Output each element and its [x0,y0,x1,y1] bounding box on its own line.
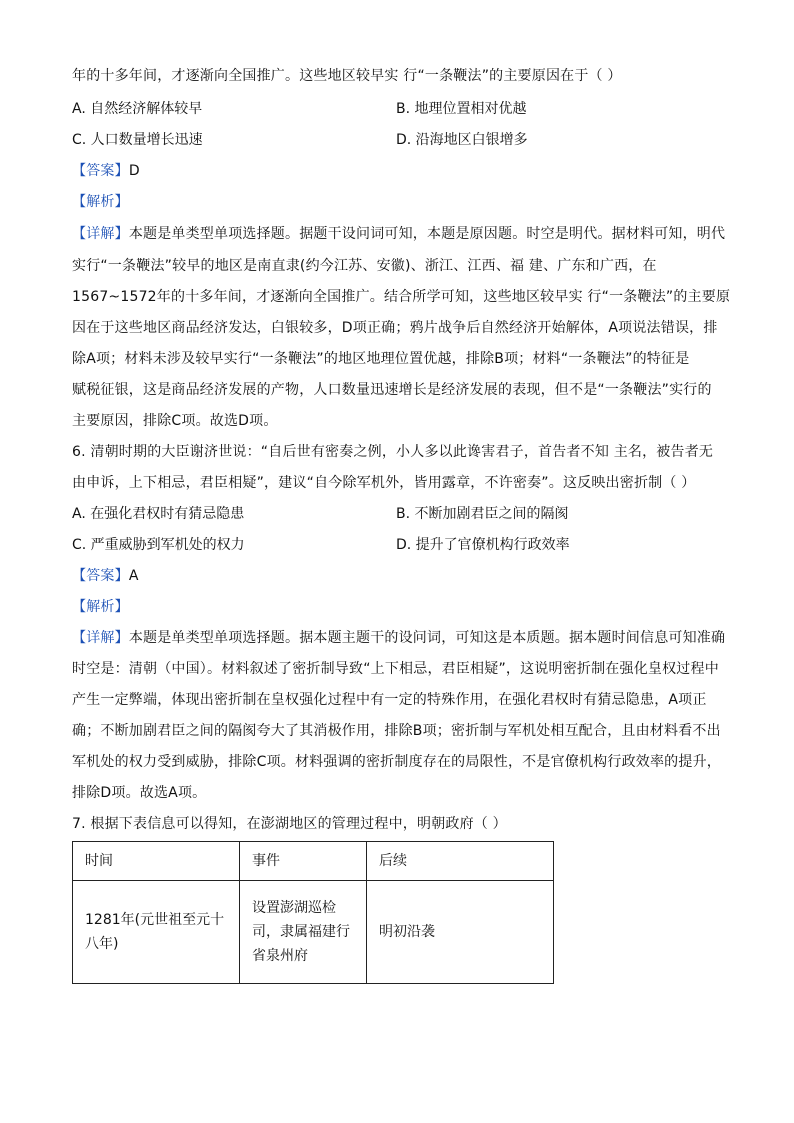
q5-detail-line-6: 赋税征银，这是商品经济发展的产物，人口数量迅速增长是经济发展的表现，但不是“一条鞭法”实行的 [72,382,712,398]
q6-analysis-heading [72,597,732,617]
q5-detail-line-5: 除A项；材料未涉及较早实行“一条鞭法”的地区地理位置优越，排除B项；材料“一条鞭法”的特征是 [72,351,690,367]
table-header-cell: 时间 [73,842,240,881]
answer-tag: 【答案】 [72,163,129,179]
q6-option-c: C. 严重威胁到军机处的权力 [72,537,245,553]
q5-detail-line-7: 主要原因，排除C项。故选D项。 [72,413,278,429]
table-cell-event: 设置澎湖巡检司，隶属福建行省泉州府 [240,881,367,984]
detail-tag: 【详解】 [72,630,129,646]
q6-option-b: B. 不断加剧君臣之间的隔阂 [396,506,569,522]
q6-answer [72,566,732,586]
q5-detail-line-4: 因在于这些地区商品经济发达，白银较多，D项正确；鸦片战争后自然经济开始解体，A项说法错误，排 [72,320,718,336]
table-header-cell: 事件 [240,842,367,881]
q6-detail-line-2: 时空是：清朝（中国）。材料叙述了密折制导致“上下相忌，君臣相疑”，这说明密折制在强化皇权过程中 [72,661,719,677]
detail-text: 本题是单类型单项选择题。据题干设问词可知，本题是原因题。时空是明代。据材料可知，明代 [128,226,726,242]
q5-option-d: D. 沿海地区白银增多 [396,132,528,148]
analysis-tag: 【解析】 [72,599,129,615]
table-header-row [73,842,554,881]
answer-tag: 【答案】 [72,568,129,584]
table-header-cell: 后续 [367,842,554,881]
q6-detail-line-5: 军机处的权力受到威胁，排除C项。材料强调的密折制度存在的局限性，不是官僚机构行政效率的提升， [72,754,721,770]
q6-detail-line-3: 产生一定弊端，体现出密折制在皇权强化过程中有一定的特殊作用，在强化君权时有猜忌隐患，A项正 [72,692,707,708]
q5-option-a: A. 自然经济解体较早 [72,101,203,117]
q5-option-b: B. 地理位置相对优越 [396,101,527,117]
q5-answer [72,161,732,181]
q5-option-c: C. 人口数量增长迅速 [72,132,203,148]
q7-stem: 7. 根据下表信息可以得知，在澎湖地区的管理过程中，明朝政府（ ） [72,816,507,832]
q5-analysis-heading [72,192,732,212]
analysis-tag: 【解析】 [72,194,129,210]
table-row [73,881,554,984]
q5-detail-line-2: 实行“一条鞭法”较早的地区是南直隶(约今江苏、安徽)、浙江、江西、福 建、广东和广西，在 [72,258,657,274]
q6-stem-line-1: 6. 清朝时期的大臣谢济世说：“自后世有密奏之例，小人多以此谗害君子，首告者不知 主名，被告者无 [72,444,714,460]
q5-detail-line-1 [72,224,732,244]
q6-detail-line-4: 确；不断加剧君臣之间的隔阂夸大了其消极作用，排除B项；密折制与军机处相互配合，且由材料看不出 [72,723,721,739]
table-cell-followup: 明初沿袭 [367,881,554,984]
q6-option-a: A. 在强化君权时有猜忌隐患 [72,506,245,522]
answer-value: D [128,163,140,179]
q7-info-table [72,841,554,984]
q6-detail-line-1 [72,628,732,648]
q6-stem-line-2: 由申诉，上下相忌，君臣相疑”，建议“自今除军机外，皆用露章，不许密奏”。这反映出密折制（ ） [72,475,696,491]
table-cell-time: 1281年(元世祖至元十八年) [73,881,240,984]
detail-text: 本题是单类型单项选择题。据本题主题干的设问词，可知这是本质题。据本题时间信息可知准确 [128,630,726,646]
q6-detail-line-6: 排除D项。故选A项。 [72,785,207,801]
detail-tag: 【详解】 [72,226,129,242]
answer-value: A [128,568,139,584]
q5-stem-tail: 年的十多年间，才逐渐向全国推广。这些地区较早实 行“一条鞭法”的主要原因在于（ ） [72,68,622,84]
q6-option-d: D. 提升了官僚机构行政效率 [396,537,570,553]
q5-detail-line-3: 1567~1572年的十多年间，才逐渐向全国推广。结合所学可知，这些地区较早实 行“一条鞭法”的主要原 [72,289,731,305]
